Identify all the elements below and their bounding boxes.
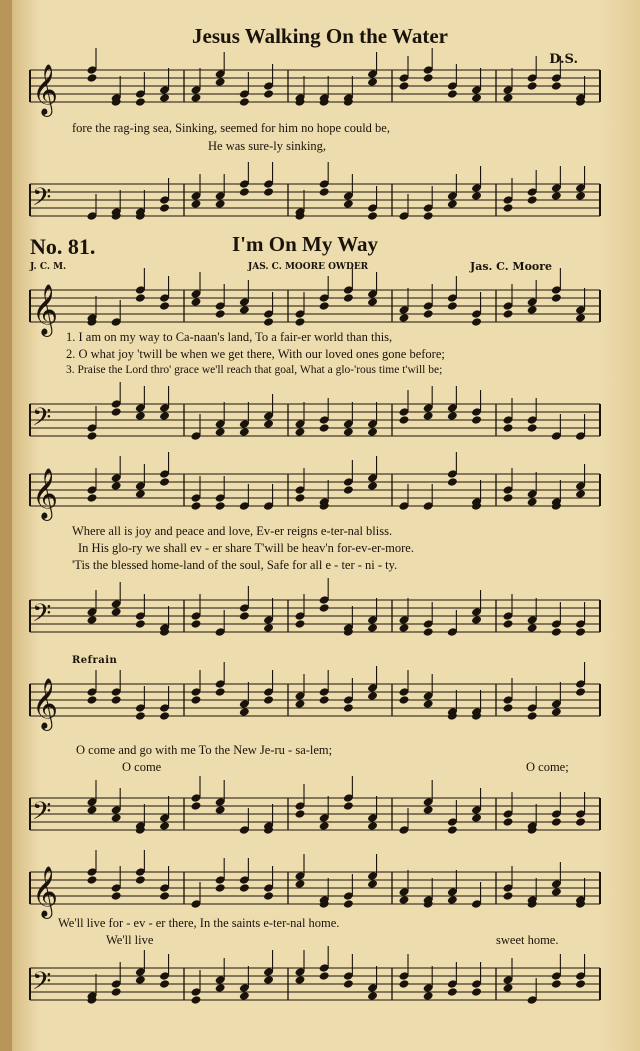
note-head <box>343 703 354 713</box>
note-head <box>447 301 458 311</box>
note-head <box>159 411 170 421</box>
refrain-line-1b: O come <box>122 760 162 774</box>
staff-system-5-treble <box>0 860 640 920</box>
note-head <box>191 199 202 209</box>
note-head <box>447 411 458 421</box>
note-head <box>215 883 226 893</box>
note-head <box>447 477 458 487</box>
note-head <box>471 93 482 103</box>
note-head <box>215 199 226 209</box>
note-head <box>191 619 202 629</box>
top-lyrics-line-2: He was sure-ly sinking, <box>208 139 327 153</box>
note-head <box>367 427 378 437</box>
note-head <box>575 191 586 201</box>
note-head <box>367 991 378 1001</box>
note-head <box>399 623 410 633</box>
note-head <box>527 305 538 315</box>
note-head <box>503 891 514 901</box>
note-head <box>399 415 410 425</box>
note-head <box>263 623 274 633</box>
staff-system-4-bass <box>0 786 640 846</box>
note-head <box>263 317 274 327</box>
note-head <box>87 695 98 705</box>
note-head <box>399 695 410 705</box>
note-head <box>471 987 482 997</box>
note-head <box>503 493 514 503</box>
note-head <box>159 821 170 831</box>
note-head <box>575 687 586 697</box>
note-head <box>471 191 482 201</box>
note-head <box>551 293 562 303</box>
note-head <box>295 619 306 629</box>
note-head <box>263 891 274 901</box>
note-head <box>191 695 202 705</box>
note-head <box>319 423 330 433</box>
note-head <box>503 203 514 213</box>
note-head <box>135 293 146 303</box>
treble-clef-icon: 𝄞 <box>32 468 59 519</box>
note-head <box>367 623 378 633</box>
note-head <box>399 81 410 91</box>
note-head <box>87 73 98 83</box>
note-head <box>111 481 122 491</box>
note-head <box>135 411 146 421</box>
top-hymn-title: Jesus Walking On the Water <box>192 24 448 48</box>
note-head <box>551 817 562 827</box>
note-head <box>575 489 586 499</box>
note-head <box>295 879 306 889</box>
refrain-line-2b: We'll live <box>106 933 154 947</box>
note-head <box>135 875 146 885</box>
note-head <box>575 627 586 637</box>
note-head <box>135 711 146 721</box>
note-head <box>447 987 458 997</box>
note-head <box>215 309 226 319</box>
note-head <box>399 895 410 905</box>
note-head <box>191 501 202 511</box>
note-head <box>527 711 538 721</box>
staff-system-4-treble <box>0 672 640 742</box>
hymn-title: I'm On My Way <box>232 232 379 256</box>
note-head <box>239 707 250 717</box>
note-head <box>367 691 378 701</box>
note-head <box>215 983 226 993</box>
refrain-line-1c: O come; <box>526 760 569 774</box>
note-head <box>215 687 226 697</box>
note-head <box>575 979 586 989</box>
note-head <box>111 407 122 417</box>
note-head <box>239 883 250 893</box>
note-head <box>447 825 458 835</box>
note-head <box>343 485 354 495</box>
note-head <box>503 703 514 713</box>
note-head <box>471 415 482 425</box>
verse-2-line-b: In His glo-ry we shall ev - er share T'will be heav'n for-ev-er-more. <box>78 541 414 555</box>
note-head <box>319 187 330 197</box>
note-head <box>503 309 514 319</box>
note-head <box>343 899 354 909</box>
note-head <box>87 615 98 625</box>
note-head <box>423 309 434 319</box>
staff-system-5-bass <box>0 956 640 1016</box>
note-head <box>399 313 410 323</box>
note-head <box>263 695 274 705</box>
note-head <box>263 975 274 985</box>
treble-clef-icon: 𝄞 <box>32 866 59 917</box>
refrain-line-2a: We'll live for - ev - er there, In the saints e-ter-nal home. <box>58 916 340 930</box>
note-head <box>263 187 274 197</box>
note-head <box>551 81 562 91</box>
note-head <box>527 81 538 91</box>
note-head <box>239 611 250 621</box>
verse-3-line-b: 'Tis the blessed home-land of the soul, Safe for all e - ter - ni - ty. <box>72 558 398 572</box>
note-head <box>527 497 538 507</box>
note-head <box>447 89 458 99</box>
bass-clef-icon: 𝄢 <box>32 403 52 438</box>
staff-system-2-treble <box>0 278 640 338</box>
note-head <box>503 619 514 629</box>
treble-clef-icon: 𝄞 <box>32 678 59 729</box>
note-head <box>527 195 538 205</box>
note-head <box>319 603 330 613</box>
note-head <box>239 187 250 197</box>
note-head <box>343 199 354 209</box>
note-head <box>551 627 562 637</box>
bass-clef-icon: 𝄢 <box>32 967 52 1002</box>
note-head <box>87 805 98 815</box>
note-head <box>527 623 538 633</box>
note-head <box>215 805 226 815</box>
note-head <box>319 301 330 311</box>
note-head <box>423 211 434 221</box>
note-head <box>159 93 170 103</box>
note-head <box>503 423 514 433</box>
refrain-line-1a: O come and go with me To the New Je-ru - sa-lem; <box>76 743 333 757</box>
note-head <box>423 627 434 637</box>
note-head <box>471 317 482 327</box>
attribution-right: Jas. C. Moore <box>470 260 553 273</box>
note-head <box>343 427 354 437</box>
note-head <box>191 801 202 811</box>
note-head <box>295 809 306 819</box>
note-head <box>263 419 274 429</box>
verse-2-line-a: 2. O what joy 'twill be when we get there, With our loved ones gone before; <box>66 347 445 361</box>
note-head <box>367 821 378 831</box>
note-head <box>343 293 354 303</box>
attribution-center: JAS. C. MOORE OWDER <box>248 262 369 272</box>
note-head <box>423 411 434 421</box>
note-head <box>295 699 306 709</box>
verse-1-line-a: 1. I am on my way to Ca-naan's land, To a fair-er world than this, <box>66 330 393 344</box>
note-head <box>575 817 586 827</box>
note-head <box>239 427 250 437</box>
note-head <box>319 695 330 705</box>
staff-system-1-treble <box>0 58 640 128</box>
note-head <box>215 501 226 511</box>
note-head <box>575 313 586 323</box>
note-head <box>447 895 458 905</box>
note-head <box>87 875 98 885</box>
note-head <box>319 821 330 831</box>
note-head <box>239 97 250 107</box>
note-head <box>135 489 146 499</box>
note-head <box>423 73 434 83</box>
verse-1-line-b: Where all is joy and peace and love, Ev-er reigns e-ter-nal bliss. <box>72 524 393 538</box>
note-head <box>159 203 170 213</box>
note-head <box>503 983 514 993</box>
staff-system-2-bass <box>0 392 640 452</box>
note-head <box>319 971 330 981</box>
note-head <box>135 975 146 985</box>
note-head <box>239 305 250 315</box>
note-head <box>215 77 226 87</box>
note-head <box>343 801 354 811</box>
note-head <box>423 805 434 815</box>
note-head <box>471 615 482 625</box>
refrain-line-2c: sweet home. <box>496 933 559 947</box>
treble-clef-icon: 𝄞 <box>32 284 59 335</box>
note-head <box>367 211 378 221</box>
note-head <box>551 887 562 897</box>
note-head <box>295 493 306 503</box>
note-head <box>191 995 202 1005</box>
note-head <box>295 317 306 327</box>
note-head <box>447 199 458 209</box>
note-head <box>111 607 122 617</box>
note-head <box>551 979 562 989</box>
note-head <box>367 297 378 307</box>
note-head <box>87 431 98 441</box>
top-lyrics-line-1: fore the rag-ing sea, Sinking, seemed for him no hope could be, <box>72 121 390 135</box>
note-head <box>159 979 170 989</box>
note-head <box>367 77 378 87</box>
refrain-label: Refrain <box>72 655 118 666</box>
note-head <box>263 89 274 99</box>
bass-clef-icon: 𝄢 <box>32 797 52 832</box>
attribution-left: J. C. M. <box>30 262 67 272</box>
note-head <box>135 97 146 107</box>
note-head <box>423 699 434 709</box>
note-head <box>503 817 514 827</box>
verse-3-line-a: 3. Praise the Lord thro' grace we'll reach that goal, What a glo-'rous time t'will be; <box>66 364 443 376</box>
note-head <box>551 707 562 717</box>
note-head <box>191 93 202 103</box>
note-head <box>111 891 122 901</box>
note-head <box>159 891 170 901</box>
note-head <box>423 991 434 1001</box>
staff-system-3-bass <box>0 588 640 648</box>
note-head <box>295 975 306 985</box>
note-head <box>87 493 98 503</box>
note-head <box>471 813 482 823</box>
hymn-number: No. 81. <box>30 234 96 259</box>
note-head <box>159 301 170 311</box>
note-head <box>111 987 122 997</box>
bass-clef-icon: 𝄢 <box>32 183 52 218</box>
note-head <box>503 93 514 103</box>
ds-mark: D.S. <box>549 52 578 67</box>
note-head <box>367 481 378 491</box>
note-head <box>159 711 170 721</box>
note-head <box>111 695 122 705</box>
note-head <box>295 427 306 437</box>
treble-clef-icon: 𝄞 <box>32 64 59 115</box>
note-head <box>111 813 122 823</box>
note-head <box>399 979 410 989</box>
note-head <box>135 619 146 629</box>
note-head <box>191 297 202 307</box>
note-head <box>367 879 378 889</box>
note-head <box>343 979 354 989</box>
staff-system-3-treble <box>0 462 640 522</box>
note-head <box>527 423 538 433</box>
note-head <box>239 991 250 1001</box>
note-head <box>215 427 226 437</box>
note-head <box>159 477 170 487</box>
bass-clef-icon: 𝄢 <box>32 599 52 634</box>
staff-system-1-bass <box>0 172 640 232</box>
note-head <box>551 191 562 201</box>
